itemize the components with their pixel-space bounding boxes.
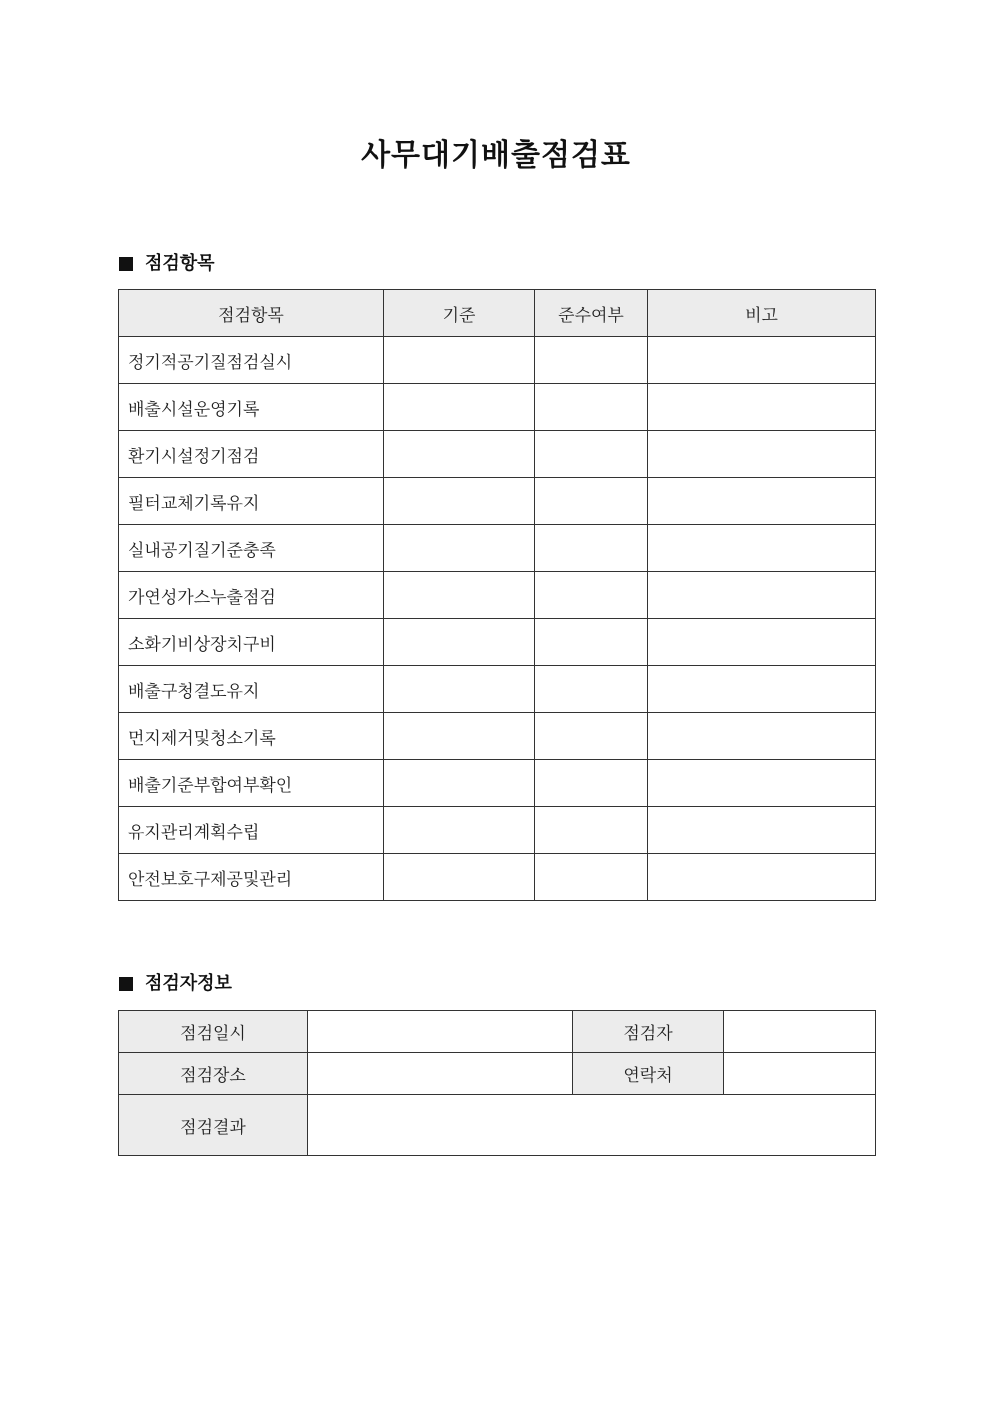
table-row bbox=[119, 478, 876, 525]
remarks-cell[interactable] bbox=[648, 807, 876, 854]
item-name-cell: 환기시설정기점검 bbox=[119, 431, 384, 478]
table-row bbox=[119, 666, 876, 713]
standard-cell[interactable] bbox=[384, 478, 535, 525]
inspector-field[interactable] bbox=[724, 1011, 876, 1053]
column-header-remarks: 비고 bbox=[648, 290, 876, 337]
standard-cell[interactable] bbox=[384, 666, 535, 713]
compliance-cell[interactable] bbox=[535, 854, 648, 901]
item-name-cell: 실내공기질기준충족 bbox=[119, 525, 384, 572]
item-name-cell: 정기적공기질점검실시 bbox=[119, 337, 384, 384]
table-row bbox=[119, 854, 876, 901]
inspection-date-field[interactable] bbox=[308, 1011, 573, 1053]
compliance-cell[interactable] bbox=[535, 478, 648, 525]
remarks-cell[interactable] bbox=[648, 525, 876, 572]
compliance-cell[interactable] bbox=[535, 525, 648, 572]
remarks-cell[interactable] bbox=[648, 337, 876, 384]
section-heading-inspector-info bbox=[119, 971, 232, 997]
compliance-cell[interactable] bbox=[535, 572, 648, 619]
compliance-cell[interactable] bbox=[535, 619, 648, 666]
table-row bbox=[119, 1095, 876, 1156]
remarks-cell[interactable] bbox=[648, 384, 876, 431]
item-name-cell: 소화기비상장치구비 bbox=[119, 619, 384, 666]
square-bullet-icon bbox=[119, 257, 133, 271]
column-header-compliance: 준수여부 bbox=[535, 290, 648, 337]
table-row bbox=[119, 384, 876, 431]
compliance-cell[interactable] bbox=[535, 666, 648, 713]
contact-label: 연락처 bbox=[573, 1053, 724, 1095]
standard-cell[interactable] bbox=[384, 760, 535, 807]
item-name-cell: 먼지제거및청소기록 bbox=[119, 713, 384, 760]
inspection-result-field[interactable] bbox=[308, 1095, 876, 1156]
table-row bbox=[119, 1053, 876, 1095]
item-name-cell: 배출구청결도유지 bbox=[119, 666, 384, 713]
section-heading-check-items bbox=[119, 251, 215, 277]
section-heading-label: 점검항목 bbox=[145, 253, 215, 274]
square-bullet-icon bbox=[119, 977, 133, 991]
item-name-cell: 유지관리계획수립 bbox=[119, 807, 384, 854]
table-row bbox=[119, 431, 876, 478]
compliance-cell[interactable] bbox=[535, 807, 648, 854]
table-row bbox=[119, 572, 876, 619]
standard-cell[interactable] bbox=[384, 431, 535, 478]
table-row bbox=[119, 525, 876, 572]
table-header-row bbox=[119, 290, 876, 337]
column-header-standard: 기준 bbox=[384, 290, 535, 337]
compliance-cell[interactable] bbox=[535, 431, 648, 478]
standard-cell[interactable] bbox=[384, 807, 535, 854]
item-name-cell: 가연성가스누출점검 bbox=[119, 572, 384, 619]
inspection-place-field[interactable] bbox=[308, 1053, 573, 1095]
item-name-cell: 배출시설운영기록 bbox=[119, 384, 384, 431]
standard-cell[interactable] bbox=[384, 337, 535, 384]
table-row bbox=[119, 1011, 876, 1053]
standard-cell[interactable] bbox=[384, 854, 535, 901]
compliance-cell[interactable] bbox=[535, 337, 648, 384]
column-header-item: 점검항목 bbox=[119, 290, 384, 337]
contact-field[interactable] bbox=[724, 1053, 876, 1095]
table-row bbox=[119, 713, 876, 760]
item-name-cell: 안전보호구제공및관리 bbox=[119, 854, 384, 901]
remarks-cell[interactable] bbox=[648, 478, 876, 525]
standard-cell[interactable] bbox=[384, 525, 535, 572]
inspector-info-table bbox=[118, 1010, 876, 1156]
inspection-place-label: 점검장소 bbox=[119, 1053, 308, 1095]
compliance-cell[interactable] bbox=[535, 713, 648, 760]
page-title: 사무대기배출점검표 bbox=[361, 138, 631, 173]
inspection-result-label: 점검결과 bbox=[119, 1095, 308, 1156]
remarks-cell[interactable] bbox=[648, 666, 876, 713]
item-name-cell: 필터교체기록유지 bbox=[119, 478, 384, 525]
item-name-cell: 배출기준부합여부확인 bbox=[119, 760, 384, 807]
compliance-cell[interactable] bbox=[535, 384, 648, 431]
standard-cell[interactable] bbox=[384, 572, 535, 619]
standard-cell[interactable] bbox=[384, 713, 535, 760]
inspector-label: 점검자 bbox=[573, 1011, 724, 1053]
remarks-cell[interactable] bbox=[648, 431, 876, 478]
standard-cell[interactable] bbox=[384, 619, 535, 666]
remarks-cell[interactable] bbox=[648, 713, 876, 760]
table-row bbox=[119, 807, 876, 854]
table-row bbox=[119, 619, 876, 666]
section-heading-label: 점검자정보 bbox=[145, 973, 232, 994]
remarks-cell[interactable] bbox=[648, 760, 876, 807]
compliance-cell[interactable] bbox=[535, 760, 648, 807]
table-row bbox=[119, 337, 876, 384]
remarks-cell[interactable] bbox=[648, 854, 876, 901]
table-row bbox=[119, 760, 876, 807]
check-items-table bbox=[118, 289, 876, 901]
remarks-cell[interactable] bbox=[648, 572, 876, 619]
inspection-date-label: 점검일시 bbox=[119, 1011, 308, 1053]
standard-cell[interactable] bbox=[384, 384, 535, 431]
remarks-cell[interactable] bbox=[648, 619, 876, 666]
